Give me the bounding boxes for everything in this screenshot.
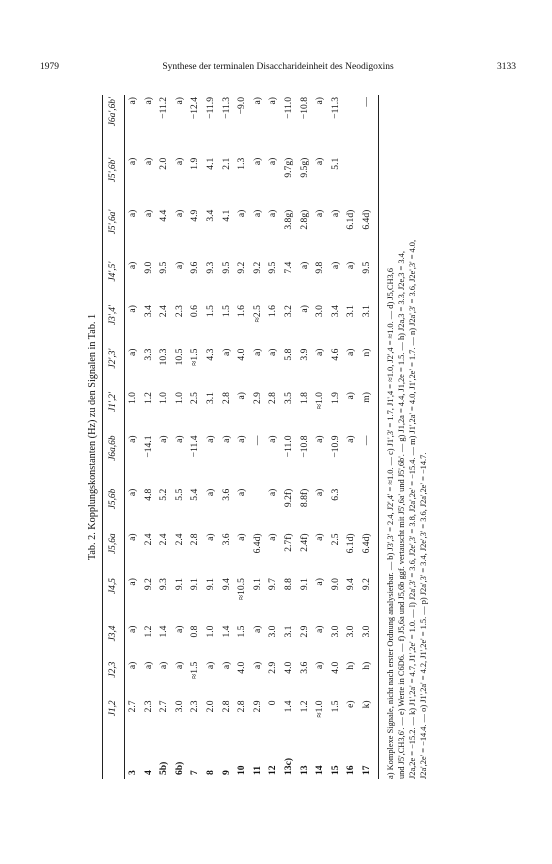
coupling-value: 4.0: [282, 661, 294, 674]
coupling-value: a): [220, 661, 232, 670]
coupling-value: 9.1: [189, 578, 201, 591]
coupling-value: 3.1: [204, 392, 216, 405]
coupling-value: [343, 487, 359, 532]
rotated-table-block: [84, 95, 480, 779]
coupling-value: 9.3: [204, 261, 216, 274]
coupling-value: 3.0: [267, 625, 279, 638]
coupling-value: a): [236, 392, 248, 400]
coupling-value: 9.5g): [298, 157, 310, 178]
coupling-value: 9.1: [204, 578, 216, 591]
coupling-value: a): [267, 435, 279, 443]
coupling-value: 6.3: [329, 488, 341, 501]
coupling-value: 3.5: [282, 392, 294, 405]
coupling-value: 6.1d): [345, 533, 357, 554]
coupling-value: 2.3: [189, 700, 201, 713]
coupling-value: 9.1: [251, 578, 263, 591]
coupling-value: 4.1: [220, 209, 232, 222]
coupling-value: 9.6: [189, 261, 201, 274]
coupling-value: 2.8: [236, 700, 248, 713]
coupling-value: 5.8: [282, 348, 294, 361]
table-row: [312, 95, 328, 779]
column-header: J4',5': [103, 260, 125, 303]
coupling-value: 3.1: [359, 303, 378, 346]
coupling-value: a): [314, 625, 326, 633]
table-row: [141, 95, 157, 779]
table-row: [156, 95, 172, 779]
coupling-value: [359, 156, 378, 208]
coupling-value: 3.0: [314, 305, 326, 318]
coupling-value: a): [236, 488, 248, 497]
coupling-constants-table: [102, 95, 379, 779]
coupling-value: a): [173, 97, 185, 105]
column-header: J6a',6b': [103, 95, 125, 156]
coupling-value: 9.5: [220, 261, 232, 274]
table-row: [125, 95, 141, 779]
column-header: J2',3': [103, 347, 125, 390]
coupling-value: 1.5: [204, 305, 216, 318]
coupling-value: a): [127, 348, 138, 357]
coupling-value: h): [359, 660, 378, 699]
coupling-value: 1.6: [236, 305, 248, 318]
coupling-value: 9.5: [158, 261, 170, 274]
table-row: [343, 95, 359, 779]
coupling-value: —: [251, 435, 263, 446]
coupling-value: a): [345, 261, 357, 270]
coupling-value: 10.3: [158, 348, 170, 366]
coupling-value: −11.3: [329, 97, 341, 119]
table-header-row: [103, 95, 125, 779]
coupling-value: a): [127, 488, 138, 497]
coupling-value: 0.6: [189, 305, 201, 318]
coupling-value: a): [298, 305, 310, 313]
coupling-value: 8.8f): [298, 488, 310, 508]
coupling-value: a): [173, 261, 185, 270]
column-header: J4,5: [103, 576, 125, 623]
coupling-value: a): [173, 435, 185, 443]
coupling-value: 9.0: [329, 578, 341, 591]
coupling-value: 7.4: [282, 261, 294, 274]
coupling-value: 5.5: [173, 488, 185, 501]
coupling-value: 3.6: [220, 488, 232, 501]
coupling-value: 2.8: [220, 700, 232, 713]
coupling-value: 4.3: [204, 348, 216, 361]
compound-number: 13: [298, 765, 310, 775]
coupling-value: 3.0: [329, 625, 341, 638]
coupling-value: 2.3: [173, 305, 185, 318]
coupling-value: 9.5: [359, 260, 378, 303]
coupling-value: 2.4: [173, 533, 185, 546]
coupling-value: 9.3: [158, 578, 170, 591]
coupling-value: a): [142, 97, 154, 105]
table-row: [359, 95, 378, 779]
coupling-value: a): [142, 209, 154, 218]
compound-number: 11: [251, 765, 263, 775]
coupling-value: 9.1: [298, 578, 310, 591]
table-row: [219, 95, 235, 779]
coupling-value: 3.1: [282, 625, 294, 638]
coupling-value: 9.2f): [282, 488, 294, 508]
table-row: [234, 95, 250, 779]
coupling-value: 3.0: [359, 624, 378, 660]
coupling-value: a): [220, 435, 232, 443]
compound-number: 8: [204, 770, 216, 775]
coupling-value: 9.2: [142, 578, 154, 591]
coupling-value: [250, 487, 266, 532]
coupling-value: −11.0: [282, 97, 294, 119]
column-header: J2,3: [103, 660, 125, 699]
table-row: [265, 95, 281, 779]
coupling-value: −10.8: [298, 435, 310, 458]
coupling-value: 2.8g): [298, 209, 310, 230]
coupling-value: 9.7g): [282, 157, 294, 178]
coupling-value: m): [359, 390, 378, 433]
coupling-value: a): [314, 157, 326, 166]
coupling-value: 9.7: [267, 578, 279, 591]
running-title: Synthese der terminalen Disaccharideinheit des Neodigoxins: [162, 62, 394, 72]
compound-number: 6b): [173, 761, 185, 775]
table-body: [125, 95, 379, 779]
coupling-value: 6.4d): [359, 531, 378, 576]
compound-number: 13c): [282, 757, 294, 775]
coupling-value: a): [127, 533, 138, 541]
coupling-value: 4.6: [329, 348, 341, 361]
coupling-value: a): [236, 435, 248, 443]
coupling-value: a): [204, 488, 216, 497]
column-header: J1',2': [103, 390, 125, 433]
coupling-value: 1.0: [127, 392, 138, 405]
coupling-value: a): [204, 661, 216, 670]
coupling-value: a): [298, 261, 310, 270]
coupling-value: −11.9: [204, 97, 216, 119]
coupling-value: 3.6: [220, 533, 232, 546]
coupling-value: 1.2: [142, 625, 154, 638]
coupling-value: e): [345, 700, 357, 708]
coupling-value: 1.4: [158, 625, 170, 638]
coupling-value: 4.0: [236, 661, 248, 674]
compound-number: 10: [236, 765, 248, 775]
coupling-value: a): [127, 661, 138, 670]
coupling-value: 10.5: [173, 348, 185, 366]
column-header: J3',4': [103, 303, 125, 346]
coupling-value: h): [345, 661, 357, 670]
compound-number: 15: [329, 765, 341, 775]
table-row: [203, 95, 219, 779]
coupling-value: 4.9: [189, 209, 201, 222]
coupling-value: 4.4: [158, 209, 170, 222]
table-caption: Tab. 2. Kopplungskonstanten (Hz) zu den Signalen in Tab. 1: [87, 313, 98, 561]
footnote-line: und J5',CH3,6'. — e) Werte in C6D6. — f) J5,6a und J5,6b ggf. vertauscht mit J5',6a' und J5',6b'. — g) J1,2a = 4.4, J1,2e = 1.5. — h) J2a,3 = 3.3, J2e,3 = 3.4,: [396, 251, 406, 779]
coupling-value: a): [314, 533, 326, 541]
coupling-value: 3.9: [298, 348, 310, 361]
coupling-value: 3.8g): [282, 209, 294, 230]
coupling-value: 2.0: [204, 700, 216, 713]
coupling-value: 3.4: [142, 305, 154, 318]
coupling-value: —: [359, 95, 378, 156]
coupling-value: 9.2: [236, 261, 248, 274]
coupling-value: a): [345, 348, 357, 357]
column-header: J5,6a: [103, 531, 125, 576]
coupling-value: a): [127, 209, 138, 218]
coupling-value: a): [251, 625, 263, 633]
coupling-value: −11.2: [158, 97, 170, 119]
coupling-value: a): [329, 261, 341, 270]
coupling-value: a): [142, 157, 154, 166]
footnote-line: J2a,2e = −15.2. — k) J1',2a' = 4.7, J1',2e' = 1.0. — l) J2a',3' = 3.6, J2e',3' = 3.8, J2a',2e' = −15.4. — m) J1',2a' = 4.0, J1',2e' = 1.7. — n) J2a',3' = 3.6, J2e',3' = 4.0,: [407, 239, 417, 779]
coupling-value: 5.4: [189, 488, 201, 501]
coupling-value: a): [251, 97, 263, 105]
compound-number: 3: [127, 770, 138, 775]
coupling-value: 1.9: [329, 392, 341, 405]
coupling-value: ≈10.5: [236, 578, 248, 601]
coupling-value: 3.1: [345, 305, 357, 318]
compound-number: 4: [142, 770, 154, 775]
coupling-value: a): [142, 661, 154, 670]
coupling-value: a): [158, 661, 170, 670]
coupling-value: 9.2: [359, 576, 378, 623]
coupling-value: ≈1.5: [189, 661, 201, 679]
coupling-value: −10.8: [298, 97, 310, 120]
compound-number: 17: [359, 737, 378, 779]
coupling-value: 1.8: [298, 392, 310, 405]
coupling-value: 2.9: [251, 700, 263, 713]
coupling-value: a): [204, 533, 216, 541]
coupling-value: a): [236, 533, 248, 541]
coupling-value: a): [267, 209, 279, 218]
coupling-value: 3.0: [345, 625, 357, 638]
coupling-value: 3.4: [329, 305, 341, 318]
coupling-value: n): [359, 347, 378, 390]
coupling-value: 2.4: [142, 533, 154, 546]
coupling-value: 1.0: [173, 392, 185, 405]
coupling-value: 3.0: [173, 700, 185, 713]
coupling-value: 1.3: [236, 157, 248, 170]
coupling-value: −9.0: [236, 97, 248, 115]
coupling-value: −11.0: [282, 435, 294, 458]
coupling-value: 2.7: [158, 700, 170, 713]
column-header: J1,2: [103, 698, 125, 737]
coupling-value: 1.4: [282, 700, 294, 713]
compound-number: 7: [189, 770, 201, 775]
compound-number: 9: [220, 770, 232, 775]
coupling-value: 3.2: [282, 305, 294, 318]
table-row: [187, 95, 203, 779]
coupling-value: 2.9: [251, 392, 263, 405]
coupling-value: 1.0: [158, 392, 170, 405]
footnote-line: J2a',2e' = −14.4. — o) J1',2a' = 4.2, J1',2e' = 1.5. — p) J2a',3' = 3.4, J2e',3' = 3.6, J2a',2e' = −14.7.: [419, 452, 429, 779]
coupling-value: a): [314, 209, 326, 218]
coupling-value: a): [267, 348, 279, 357]
column-header: J5',6a': [103, 208, 125, 260]
coupling-value: a): [314, 661, 326, 670]
coupling-value: ≈1.0: [314, 700, 326, 718]
coupling-value: a): [127, 578, 138, 586]
coupling-value: [343, 156, 359, 208]
coupling-value: a): [127, 261, 138, 270]
coupling-value: a): [204, 435, 216, 443]
coupling-value: a): [345, 392, 357, 400]
coupling-value: a): [267, 533, 279, 541]
table-row: [328, 95, 344, 779]
coupling-value: 5.1: [329, 157, 341, 170]
coupling-value: 4.0: [329, 661, 341, 674]
coupling-value: a): [236, 209, 248, 218]
coupling-value: 9.4: [345, 578, 357, 591]
column-header: [103, 737, 125, 779]
table-row: [250, 95, 266, 779]
coupling-value: −10.9: [329, 435, 341, 458]
coupling-value: a): [127, 305, 138, 313]
coupling-value: 2.3: [142, 700, 154, 713]
coupling-value: a): [314, 578, 326, 586]
coupling-value: 6.4d): [359, 208, 378, 260]
coupling-value: 3.4: [204, 209, 216, 222]
coupling-value: 6.1d): [345, 209, 357, 230]
coupling-value: 1.2: [298, 700, 310, 713]
coupling-value: a): [314, 97, 326, 105]
coupling-value: ≈2.5: [251, 305, 263, 323]
table-footnotes: [385, 95, 430, 779]
page-number: 3133: [497, 62, 516, 72]
coupling-value: 2.8: [220, 392, 232, 405]
coupling-value: 0: [267, 700, 279, 706]
coupling-value: 1.5: [236, 625, 248, 638]
running-header: [40, 59, 516, 75]
coupling-value: 9.1: [173, 578, 185, 591]
coupling-value: —: [359, 433, 378, 486]
compound-number: 12: [267, 765, 279, 775]
coupling-value: a): [267, 488, 279, 497]
coupling-value: a): [127, 435, 138, 443]
compound-number: 14: [314, 765, 326, 775]
coupling-value: 4.0: [236, 348, 248, 361]
table-row: [172, 95, 188, 779]
column-header: J5',6b': [103, 156, 125, 208]
coupling-value: −14.1: [142, 435, 154, 458]
coupling-value: 2.4f): [298, 533, 310, 552]
coupling-value: 1.4: [220, 625, 232, 638]
coupling-value: a): [345, 435, 357, 443]
compound-number: 16: [345, 765, 357, 775]
coupling-value: 3.3: [142, 348, 154, 361]
coupling-value: a): [127, 97, 138, 105]
coupling-value: 9.5: [267, 261, 279, 274]
coupling-value: k): [359, 698, 378, 737]
coupling-value: a): [173, 157, 185, 166]
table-row: [297, 95, 313, 779]
coupling-value: 1.6: [267, 305, 279, 318]
coupling-value: ≈1.5: [189, 348, 201, 366]
coupling-value: 6.4d): [251, 533, 263, 554]
coupling-value: a): [314, 435, 326, 443]
coupling-value: 1.5: [220, 305, 232, 318]
column-header: J3,4: [103, 624, 125, 660]
coupling-value: 5.2: [158, 488, 170, 501]
coupling-value: a): [267, 97, 279, 105]
coupling-value: 2.9: [267, 661, 279, 674]
coupling-value: −11.4: [189, 435, 201, 458]
coupling-value: 2.5: [189, 392, 201, 405]
coupling-value: a): [267, 157, 279, 166]
coupling-value: 2.4: [158, 533, 170, 546]
coupling-value: 9.2: [251, 261, 263, 274]
coupling-value: a): [173, 661, 185, 670]
coupling-value: 1.2: [142, 392, 154, 405]
coupling-value: a): [329, 209, 341, 218]
coupling-value: a): [173, 625, 185, 633]
coupling-value: 9.8: [314, 261, 326, 274]
coupling-value: 0.8: [189, 625, 201, 638]
coupling-value: 9.4: [220, 578, 232, 591]
coupling-value: 2.7: [127, 700, 138, 713]
coupling-value: 8.8: [282, 578, 294, 591]
footnote-line: a) Komplexe Signale, nicht nach erster Ordnung analysierbar. — b) J3',3' = 2.4, J2',4' = ≈1.0. — c) J1',3' = 1.7, J1',4 = ≈1.0, J2',4 = ≈1.0. — d) J5,CH3,6: [385, 268, 395, 779]
coupling-value: a): [127, 625, 138, 633]
coupling-value: a): [314, 348, 326, 357]
coupling-value: −12.4: [189, 97, 201, 120]
coupling-value: 1.5: [329, 700, 341, 713]
coupling-value: 1.9: [189, 157, 201, 170]
coupling-value: [343, 95, 359, 156]
coupling-value: 3.6: [298, 661, 310, 674]
column-header: J5,6b: [103, 487, 125, 532]
coupling-value: 9.0: [142, 261, 154, 274]
coupling-value: 2.4: [158, 305, 170, 318]
coupling-value: a): [251, 661, 263, 670]
coupling-value: a): [251, 348, 263, 357]
coupling-value: a): [251, 157, 263, 166]
table-row: [281, 95, 297, 779]
coupling-value: 1.0: [204, 625, 216, 638]
journal-year: 1979: [40, 62, 59, 72]
coupling-value: 2.8: [267, 392, 279, 405]
coupling-value: a): [173, 209, 185, 218]
compound-number: 5b): [158, 761, 170, 775]
coupling-value: a): [158, 435, 170, 443]
coupling-value: 2.5: [329, 533, 341, 546]
coupling-value: 4.8: [142, 488, 154, 501]
coupling-value: 2.8: [189, 533, 201, 546]
coupling-value: ≈1.0: [314, 392, 326, 410]
coupling-value: 2.7f): [282, 533, 294, 552]
coupling-value: 2.1: [220, 157, 232, 170]
coupling-value: 2.9: [298, 625, 310, 638]
coupling-value: a): [314, 488, 326, 497]
coupling-value: a): [251, 209, 263, 218]
coupling-value: 2.0: [158, 157, 170, 170]
coupling-value: [359, 487, 378, 532]
coupling-value: −11.3: [220, 97, 232, 119]
coupling-value: a): [127, 157, 138, 166]
coupling-value: 4.1: [204, 157, 216, 170]
coupling-value: a): [220, 348, 232, 357]
column-header: J6a,6b: [103, 433, 125, 486]
